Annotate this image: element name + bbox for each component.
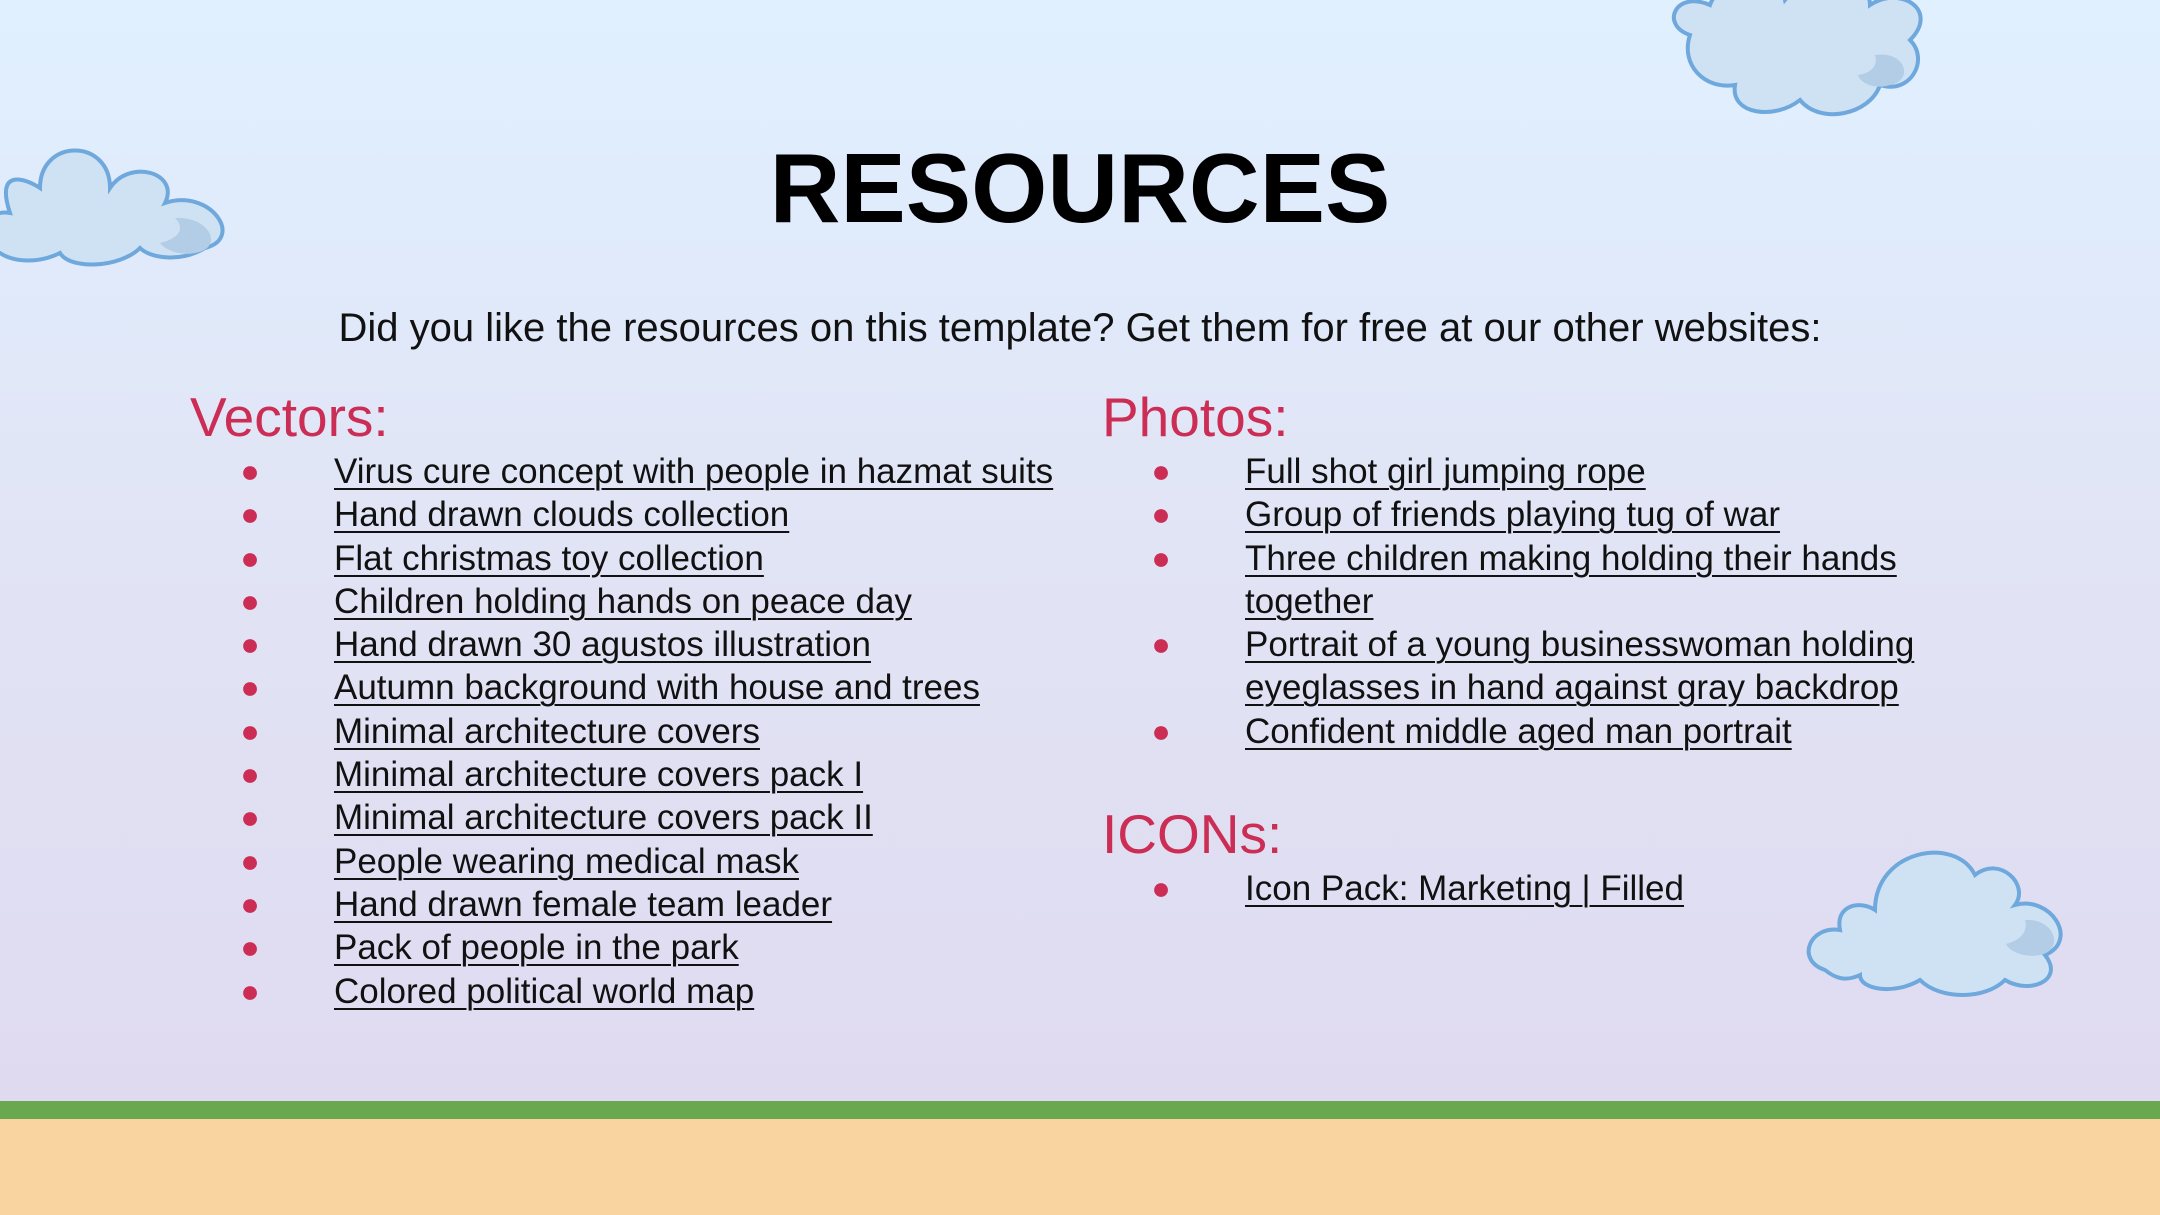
bullet-icon: ● [240, 799, 260, 836]
bullet-icon: ● [240, 929, 260, 966]
bullet-icon: ● [240, 626, 260, 663]
list-item [225, 796, 1085, 839]
bullet-icon: ● [240, 539, 260, 576]
ground-area [0, 1119, 2160, 1215]
resource-link[interactable]: Pack of people in the park [334, 928, 739, 968]
bullet-icon: ● [240, 972, 260, 1009]
list-item [225, 580, 1085, 623]
photos-list [1136, 450, 1966, 753]
resource-link[interactable]: Virus cure concept with people in hazmat suits [334, 452, 1054, 491]
resource-link[interactable]: Hand drawn 30 agustos illustration [334, 625, 871, 665]
list-item [225, 537, 1085, 580]
resource-link[interactable]: People wearing medical mask [334, 841, 799, 881]
list-item [1136, 710, 1966, 753]
resource-link[interactable]: Hand drawn clouds collection [334, 495, 790, 535]
vectors-heading: Vectors: [190, 386, 389, 448]
resource-link[interactable]: Colored political world map [334, 971, 755, 1011]
photos-heading: Photos: [1102, 386, 1289, 448]
list-item [225, 926, 1085, 969]
resource-link[interactable]: Full shot girl jumping rope [1245, 452, 1646, 491]
resource-link[interactable]: Flat christmas toy collection [334, 538, 764, 578]
list-item [1136, 493, 1966, 536]
subtitle: Did you like the resources on this template? Get them for free at our other websites: [338, 306, 1822, 350]
grass-strip [0, 1101, 2160, 1119]
resource-link[interactable]: Group of friends playing tug of war [1245, 495, 1781, 535]
resource-link[interactable]: Icon Pack: Marketing | Filled [1245, 869, 1684, 908]
vectors-list [225, 450, 1085, 1013]
resource-link[interactable]: Hand drawn female team leader [334, 884, 833, 924]
list-item [1136, 450, 1966, 493]
bullet-icon: ● [240, 582, 260, 619]
list-item [225, 883, 1085, 926]
list-item [225, 840, 1085, 883]
icons-list [1136, 867, 1966, 910]
bullet-icon: ● [240, 453, 260, 489]
list-item [225, 666, 1085, 709]
resource-link[interactable]: Minimal architecture covers [334, 711, 760, 751]
bullet-icon: ● [240, 496, 260, 533]
bullet-icon: ● [240, 669, 260, 706]
bullet-icon: ● [1151, 496, 1171, 533]
bullet-icon: ● [240, 885, 260, 922]
bullet-icon: ● [1151, 870, 1171, 906]
bullet-icon: ● [1151, 453, 1171, 489]
list-item [1136, 867, 1966, 910]
list-item [225, 450, 1085, 493]
list-item [225, 493, 1085, 536]
bullet-icon: ● [240, 712, 260, 749]
bullet-icon: ● [1151, 539, 1171, 576]
list-item [225, 970, 1085, 1013]
resource-link[interactable]: Children holding hands on peace day [334, 581, 912, 621]
cloud-icon [1660, 0, 1960, 135]
bullet-icon: ● [240, 756, 260, 793]
page-title: RESOURCES [769, 133, 1391, 243]
resource-link[interactable]: Minimal architecture covers pack II [334, 798, 873, 838]
list-item [225, 753, 1085, 796]
resource-link[interactable]: Minimal architecture covers pack I [334, 755, 864, 795]
list-item [225, 710, 1085, 753]
resource-link[interactable]: Portrait of a young businesswoman holding eyeglasses in hand against gray backdrop [1245, 625, 1915, 708]
list-item [1136, 623, 1966, 710]
bullet-icon: ● [1151, 626, 1171, 663]
list-item [1136, 537, 1966, 624]
resource-link[interactable]: Confident middle aged man portrait [1245, 711, 1792, 751]
icons-heading: ICONs: [1102, 803, 1283, 865]
bullet-icon: ● [1151, 712, 1171, 749]
resource-link[interactable]: Autumn background with house and trees [334, 668, 980, 708]
bullet-icon: ● [240, 842, 260, 879]
resource-link[interactable]: Three children making holding their hands together [1245, 538, 1897, 621]
list-item [225, 623, 1085, 666]
cloud-icon [1800, 830, 2090, 1000]
